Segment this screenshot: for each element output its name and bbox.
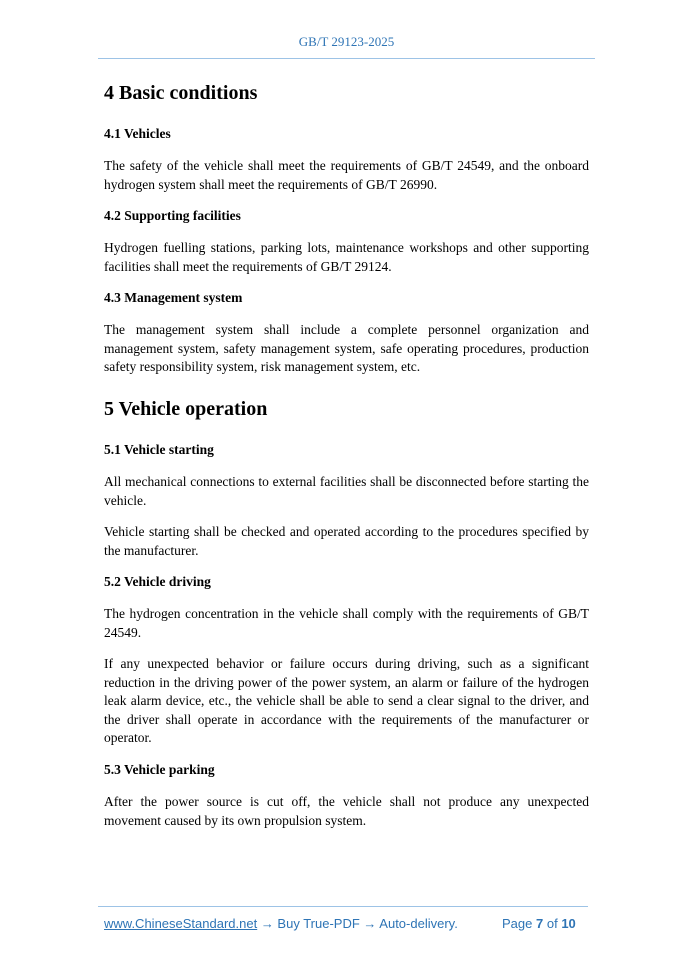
footer-promo <box>104 916 458 931</box>
website-link[interactable]: www.ChineseStandard.net <box>104 916 258 931</box>
paragraph: The hydrogen concentration in the vehicle shall comply with the requirements of GB/T 24549. <box>104 606 589 640</box>
section-5-3-heading: 5.3 Vehicle parking <box>104 762 215 777</box>
page-current: 7 <box>536 916 544 931</box>
paragraph: After the power source is cut off, the vehicle shall not produce any unexpected movement caused by its own propulsion system. <box>104 794 589 828</box>
section-4-3-heading: 4.3 Management system <box>104 290 243 305</box>
paragraph: Hydrogen fuelling stations, parking lots, maintenance workshops and other supporting facilities shall meet the requirements of GB/T 29124. <box>104 240 589 274</box>
paragraph: The management system shall include a complete personnel organization and management system, safety management system, safe operating procedures, production safety responsibility system, risk management system, etc. <box>104 322 589 375</box>
section-5-heading: 5 Vehicle operation <box>104 398 268 420</box>
promo-text: → Buy True-PDF → Auto-delivery. <box>257 916 458 931</box>
page-total: 10 <box>561 916 576 931</box>
section-5-2-heading: 5.2 Vehicle driving <box>104 574 211 589</box>
paragraph: The safety of the vehicle shall meet the requirements of GB/T 24549, and the onboard hydrogen system shall meet the requirements of GB/T 26990. <box>104 158 589 192</box>
paragraph: If any unexpected behavior or failure occurs during driving, such as a significant reduction in the driving power of the power system, an alarm or failure of the hydrogen leak alarm device, etc., the vehicle shall be able to send a clear signal to the driver, and the driver shall operate in accordance with the requirements of the manufacturer or operator. <box>104 656 589 746</box>
document-id-header: GB/T 29123-2025 <box>298 34 395 49</box>
footer-divider <box>98 906 588 907</box>
of-label: of <box>546 916 558 931</box>
paragraph: Vehicle starting shall be checked and operated according to the procedures specified by the manufacturer. <box>104 524 589 558</box>
page-indicator <box>502 916 576 931</box>
section-4-2-heading: 4.2 Supporting facilities <box>104 208 241 223</box>
header-divider <box>98 58 595 59</box>
paragraph: All mechanical connections to external facilities shall be disconnected before starting the vehicle. <box>104 474 589 508</box>
section-4-heading: 4 Basic conditions <box>104 82 258 104</box>
section-5-1-heading: 5.1 Vehicle starting <box>104 442 214 457</box>
page-label: Page <box>502 916 533 931</box>
section-4-1-heading: 4.1 Vehicles <box>104 126 171 141</box>
